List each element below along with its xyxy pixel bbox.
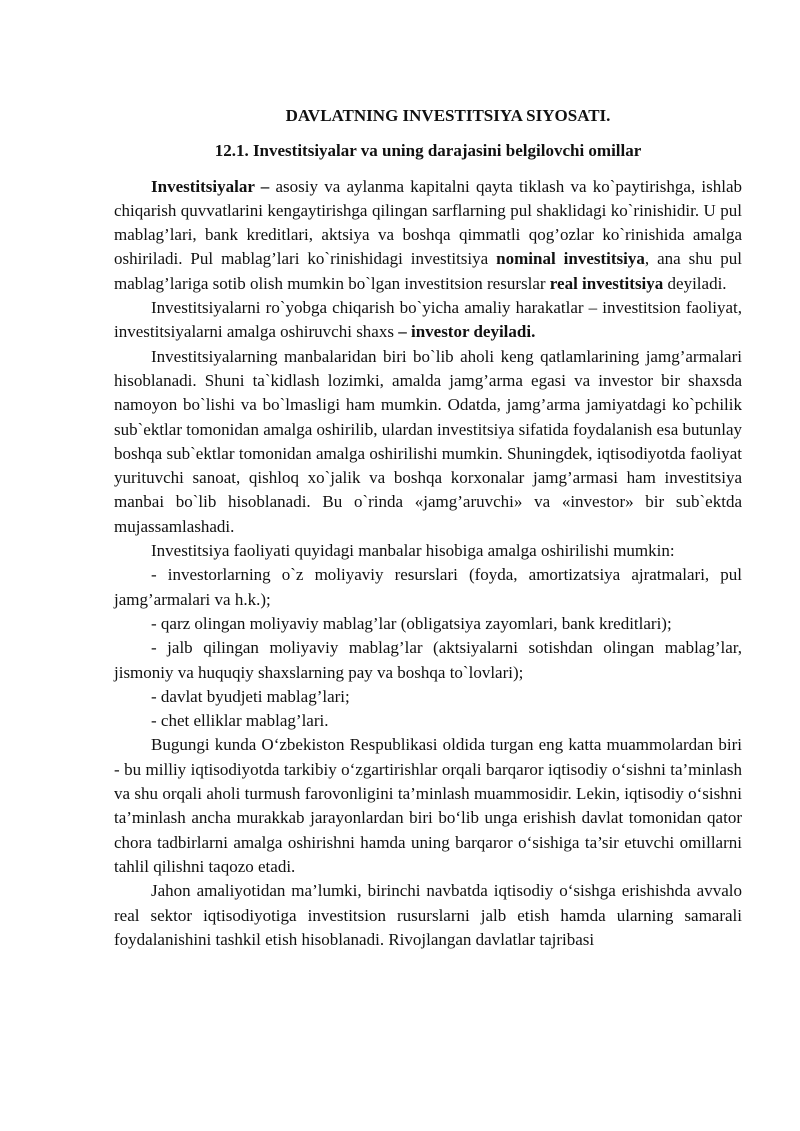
list-item: - chet elliklar mablag’lari. <box>151 711 329 731</box>
paragraph-text: Investitsiyalarni ro`yobga chiqarish bo`yicha amaliy harakatlar – investitsion faoliyat, investitsiyalarni amalga oshiruvchi shaxs <box>114 298 742 342</box>
list-item: - investorlarning o`z moliyaviy resurslari (foyda, amortizatsiya ajratmalari, pul jamg’armalari va h.k.); <box>114 565 742 609</box>
term-investor: – investor deyiladi. <box>398 322 536 342</box>
paragraph-uzbekiston: Bugungi kunda O‘zbekiston Respublikasi oldida turgan eng katta muammolardan biri - bu milliy iqtisodiyotda tarkibiy o‘zgartirishlar orqali barqaror iqtisodiy o‘sishni ta’minlash va shu orqali aholi turmush farovonligini ta’minlash muammosidir. Lekin, iqtisodiy o‘sishni ta’minlash ancha murakkab jarayonlardan biri bo‘lib unga erishish davlat tomonidan qator chora tadbirlarni amalga oshirishni hamda uning barqaror o‘sishiga ta’sir etuvchi omillarni tahlil qilishni taqozo etadi. <box>114 735 742 876</box>
paragraph-investor <box>114 296 742 345</box>
document-title: DAVLATNING INVESTITSIYA SIYOSATI. <box>285 106 611 125</box>
paragraph-jahon-amaliyoti: Jahon amaliyotidan ma’lumki, birinchi navbatda iqtisodiy o‘sishga erishishda avvalo real sektor iqtisodiyotiga investitsion rusurslarni jalb etish hamda ularning samarali foydalanishini tashkil etish hisoblanadi. Rivojlangan davlatlar tajribasi <box>114 881 742 949</box>
paragraph-text: , ana shu pul mablag’lariga sotib olish mumkin bo`lgan investitsion resurslar <box>114 249 742 293</box>
list-item: - qarz olingan moliyaviy mablag’lar (obligatsiya zayomlari, bank kreditlari); <box>151 613 672 633</box>
paragraph-investitsiyalar <box>114 175 742 296</box>
paragraph-text: deyiladi. <box>663 273 727 293</box>
paragraph-manbalar: Investitsiyalarning manbalaridan biri bo`lib aholi keng qatlamlarining jamg’armalari hisoblanadi. Shuni ta`kidlash lozimki, amalda jamg’arma egasi va investor bir shaxsda namoyon bo`lishi va bo`lmasligi ham mumkin. Odatda, jamg’arma jamiyatdagi ko`pchilik sub`ektlar tomonidan amalga oshirilib, ulardan investitsiya sifatida foydalanish esa butunlay boshqa sub`ektlar tomonidan amalga oshirilishi mumkin. Shuningdek, iqtisodiyotda faoliyat yurituvchi sanoat, qishloq xo`jalik va boshqa korxonalar jamg’armasi ham investitsiya manbai bo`lib hisoblanadi. Bu o`rinda «jamg’aruvchi» va «investor» bir sub`ektda mujassamlashadi. <box>114 346 742 536</box>
term-nominal-investitsiya: nominal investitsiya <box>496 249 645 269</box>
list-item: - jalb qilingan moliyaviy mablag’lar (aktsiyalarni sotishdan olingan mablag’lar, jismoniy va huquqiy shaxslarning pay va boshqa to`lovlari); <box>114 638 742 682</box>
term-investitsiyalar: Investitsiyalar – <box>151 176 270 196</box>
term-real-investitsiya: real investitsiya <box>549 273 664 293</box>
list-item: - davlat byudjeti mablag’lari; <box>151 686 350 706</box>
paragraph-faoliyat-manbalari: Investitsiya faoliyati quyidagi manbalar hisobiga amalga oshirilishi mumkin: <box>151 541 675 561</box>
paragraph-text: asosiy va aylanma kapitalni qayta tiklash va ko`paytirishga, ishlab chiqarish quvvatlarini kengaytirishga qilingan sarflarning pul shaklidagi ko`rinishidir. U pul mablag’lari, bank kreditlari, aktsiya va boshqa qimmatli qog’ozlar ko`rinishida amalga oshiriladi. Pul mablag’lari ko`rinishidagi investitsiya <box>114 176 743 269</box>
document-page <box>114 104 742 952</box>
section-heading: 12.1. Investitsiyalar va uning darajasini belgilovchi omillar <box>214 141 642 161</box>
